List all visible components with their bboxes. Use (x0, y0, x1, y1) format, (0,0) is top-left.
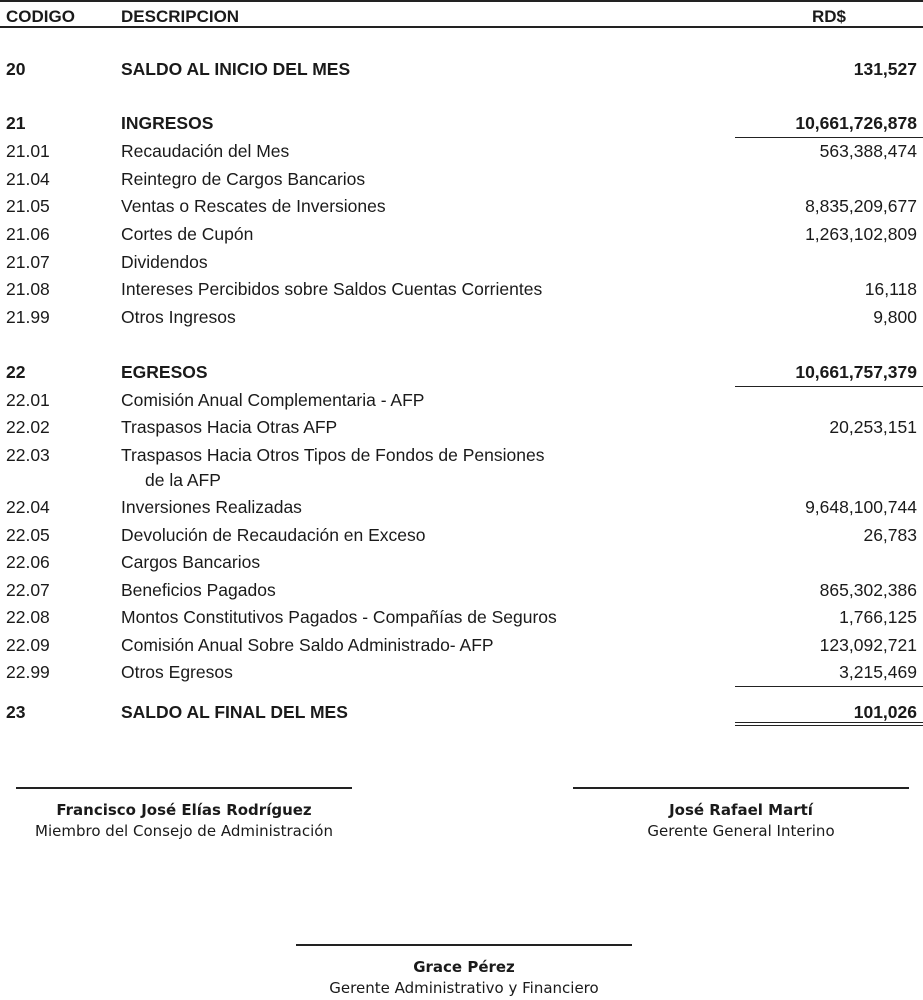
row-description: Reintegro de Cargos Bancarios (121, 169, 366, 189)
row-value: 1,263,102,809 (805, 224, 917, 244)
table-row (0, 443, 923, 495)
row-description: Recaudación del Mes (121, 141, 290, 161)
row-description: Dividendos (121, 252, 208, 272)
signatory-name: Grace Pérez (413, 958, 515, 976)
signatory-name: José Rafael Martí (669, 801, 813, 819)
table-row (0, 167, 923, 191)
row-code: 22.03 (6, 445, 50, 465)
table-header (0, 0, 923, 28)
row-code: 22 (6, 362, 26, 382)
row-description: Cargos Bancarios (121, 552, 261, 572)
final-double-rule-bottom (735, 725, 923, 726)
final-double-rule-top (735, 722, 923, 723)
table-row (0, 523, 923, 547)
row-value: 9,648,100,744 (805, 497, 917, 517)
table-row (0, 605, 923, 629)
signatory-role: Gerente Administrativo y Financiero (329, 979, 599, 997)
signatory-role: Gerente General Interino (647, 822, 835, 840)
row-value: 131,527 (853, 59, 917, 79)
row-code: 21.99 (6, 307, 50, 327)
row-value: 16,118 (864, 279, 917, 299)
table-row (0, 415, 923, 439)
signature-line (16, 787, 352, 789)
header-amount: RD$ (812, 7, 847, 26)
row-description: Inversiones Realizadas (121, 497, 302, 517)
header-description: DESCRIPCION (121, 7, 240, 26)
row-description: Cortes de Cupón (121, 224, 254, 244)
egresos-rule (735, 386, 923, 387)
row-code: 22.09 (6, 635, 50, 655)
row-value: 123,092,721 (819, 635, 917, 655)
row-code: 22.02 (6, 417, 50, 437)
signatory-role: Miembro del Consejo de Administración (35, 822, 333, 840)
row-code: 20 (6, 59, 26, 79)
row-code: 23 (6, 702, 26, 722)
table-row (0, 578, 923, 602)
row-saldo-inicio (0, 57, 923, 81)
row-description: Comisión Anual Complementaria - AFP (121, 390, 425, 410)
egresos-subtotal-rule (735, 686, 923, 687)
table-row (0, 194, 923, 218)
signature-line (296, 944, 632, 946)
row-code: 21.05 (6, 196, 50, 216)
row-code: 22.99 (6, 662, 50, 682)
row-code: 21.04 (6, 169, 50, 189)
table-row (0, 550, 923, 574)
row-code: 22.04 (6, 497, 50, 517)
row-value: 10,661,726,878 (795, 113, 917, 133)
row-description: Comisión Anual Sobre Saldo Administrado- AFP (121, 635, 494, 655)
table-row (0, 222, 923, 246)
row-code: 21.08 (6, 279, 50, 299)
row-code: 22.06 (6, 552, 50, 572)
row-description: Otros Ingresos (121, 307, 236, 327)
row-description: Beneficios Pagados (121, 580, 276, 600)
header-code: CODIGO (6, 7, 75, 26)
table-row (0, 277, 923, 301)
row-value: 1,766,125 (839, 607, 917, 627)
row-description: Otros Egresos (121, 662, 233, 682)
signatory-name: Francisco José Elías Rodríguez (56, 801, 312, 819)
table-row (0, 250, 923, 274)
row-code: 21 (6, 113, 26, 133)
row-description: Ventas o Rescates de Inversiones (121, 196, 386, 216)
row-description: Montos Constitutivos Pagados - Compañías de Seguros (121, 607, 557, 627)
signature-block-consejo (14, 787, 354, 840)
row-code: 21.06 (6, 224, 50, 244)
row-value: 20,253,151 (829, 417, 917, 437)
row-description: EGRESOS (121, 362, 208, 382)
table-row (0, 139, 923, 163)
row-value: 3,215,469 (839, 662, 917, 682)
signature-line (573, 787, 909, 789)
row-value: 865,302,386 (819, 580, 917, 600)
row-description: INGRESOS (121, 113, 214, 133)
row-egresos (0, 360, 923, 384)
row-description: SALDO AL INICIO DEL MES (121, 59, 351, 79)
table-row (0, 495, 923, 519)
row-description: Traspasos Hacia Otras AFP (121, 417, 338, 437)
row-code: 22.08 (6, 607, 50, 627)
table-row (0, 388, 923, 412)
signature-block-gerente-administrativo (295, 944, 633, 997)
row-value: 101,026 (853, 702, 917, 722)
row-code: 22.01 (6, 390, 50, 410)
row-value: 10,661,757,379 (795, 362, 917, 382)
table-row (0, 633, 923, 657)
row-description: SALDO AL FINAL DEL MES (121, 702, 348, 722)
row-code: 21.07 (6, 252, 50, 272)
row-description: Intereses Percibidos sobre Saldos Cuentas Corrientes (121, 279, 543, 299)
ingresos-rule (735, 137, 923, 138)
row-description: Traspasos Hacia Otros Tipos de Fondos de Pensiones (121, 445, 545, 465)
row-value: 8,835,209,677 (805, 196, 917, 216)
row-value: 26,783 (863, 525, 917, 545)
table-row (0, 305, 923, 329)
signature-block-gerente-general (572, 787, 910, 840)
row-saldo-final (0, 700, 923, 724)
row-code: 22.07 (6, 580, 50, 600)
row-ingresos (0, 111, 923, 135)
row-description: Devolución de Recaudación en Exceso (121, 525, 426, 545)
row-value: 563,388,474 (819, 141, 917, 161)
row-value: 9,800 (873, 307, 917, 327)
row-code: 21.01 (6, 141, 50, 161)
row-description-continued: de la AFP (145, 470, 221, 490)
row-code: 22.05 (6, 525, 50, 545)
table-row (0, 660, 923, 684)
